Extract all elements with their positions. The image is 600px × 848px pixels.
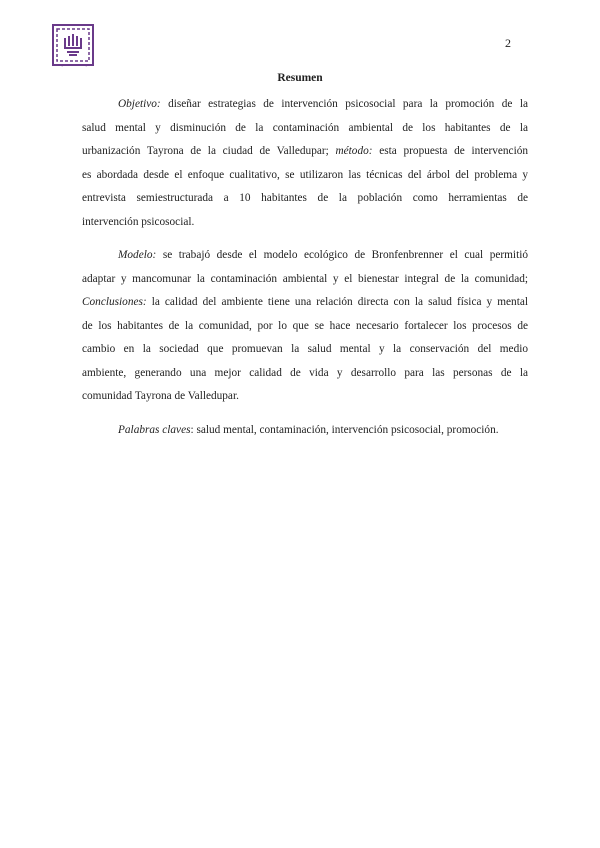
p1-line-5: entrevista semiestructurada a 10 habitantes de la población como herramientas de [82, 192, 528, 204]
p1-line-3: urbanización Tayrona de la ciudad de Valledupar; método: esta propuesta de intervención [82, 145, 528, 157]
p1-line-4: es abordada desde el enfoque cualitativo, se utilizaron las técnicas del árbol del problema y [82, 168, 528, 181]
p2-line-7: comunidad Tayrona de Valledupar. [82, 390, 239, 402]
p2-line-3: Conclusiones: la calidad del ambiente tiene una relación directa con la salud física y mental [82, 296, 528, 308]
logo-caption: Programa de Psicología [56, 63, 90, 67]
p2-line-2: adaptar y mancomunar la contaminación ambiental y el bienestar integral de la comunidad; [82, 272, 528, 285]
p2-line-4: de los habitantes de la comunidad, por lo que se hace necesario fortalecer los procesos de [82, 319, 528, 332]
p1-line-1: Objetivo: diseñar estrategias de intervención psicosocial para la promoción de la [118, 98, 528, 110]
p2-line-1: Modelo: se trabajó desde el modelo ecológico de Bronfenbrenner el cual permitió [118, 249, 528, 261]
p1-line-2: salud mental y disminución de la contaminación ambiental de los habitantes de la [82, 121, 528, 134]
abstract-body [82, 93, 528, 442]
keywords-line: Palabras claves: salud mental, contaminación, intervención psicosocial, promoción. [118, 423, 499, 436]
abstract-title: Resumen [277, 72, 323, 84]
p2-line-5: cambio en la sociedad que promuevan la salud mental y la conservación del medio [82, 343, 528, 355]
institution-logo-icon [52, 24, 94, 66]
page-number: 2 [505, 36, 511, 50]
p1-line-6: intervención psicosocial. [82, 215, 195, 228]
p2-line-6: ambiente, generando una mejor calidad de vida y desarrollo para las personas de la [82, 366, 528, 379]
